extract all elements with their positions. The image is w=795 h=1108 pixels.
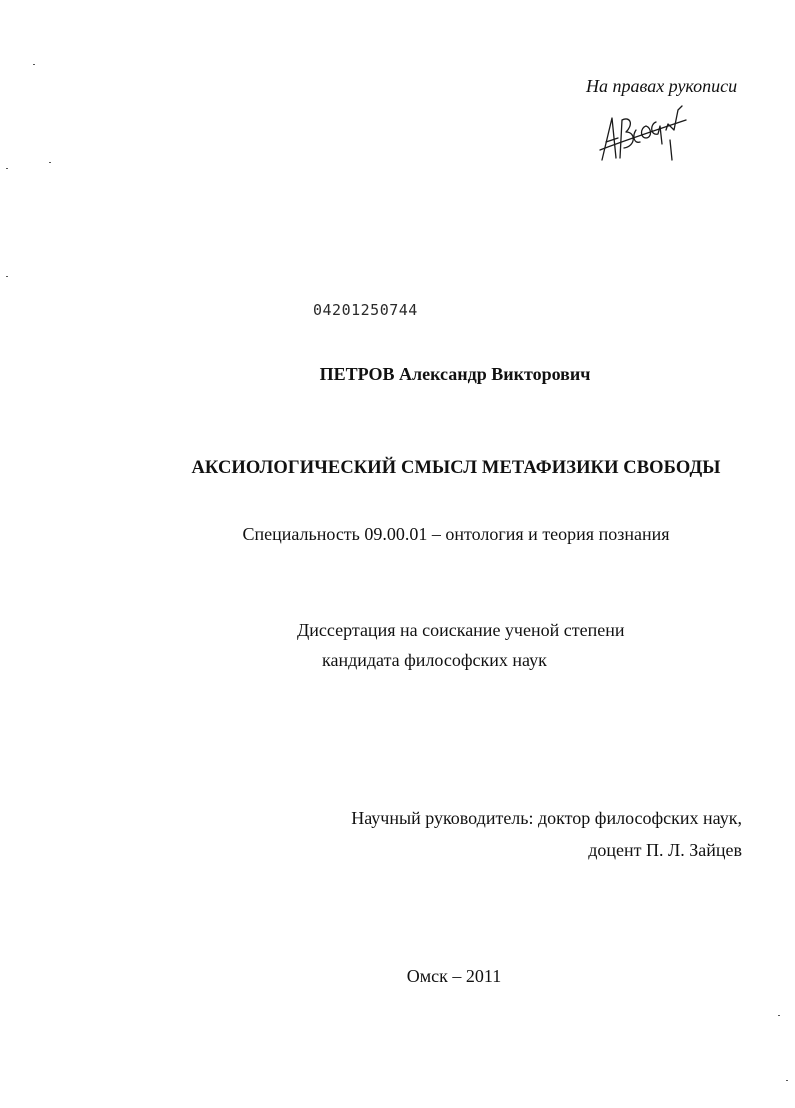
handwritten-signature	[596, 100, 692, 164]
place-year: Омск – 2011	[406, 966, 502, 986]
author-name: ПЕТРОВ Александр Викторович	[319, 364, 591, 384]
supervisor-line-1: Научный руководитель: доктор философских наук,	[351, 808, 742, 828]
degree-line-1: Диссертация на соискание ученой степени	[297, 620, 625, 640]
scan-speck	[33, 64, 35, 65]
scan-speck	[786, 1080, 788, 1081]
scan-speck	[6, 276, 8, 277]
dissertation-title: АКСИОЛОГИЧЕСКИЙ СМЫСЛ МЕТАФИЗИКИ СВОБОДЫ	[191, 458, 721, 478]
supervisor-line-2: доцент П. Л. Зайцев	[588, 840, 742, 860]
specialty-line: Специальность 09.00.01 – онтология и теория познания	[242, 524, 670, 544]
scan-speck	[6, 168, 8, 169]
stamp-number: 04201250744	[313, 301, 418, 319]
scan-speck	[49, 162, 51, 163]
manuscript-note: На правах рукописи	[586, 76, 738, 96]
degree-line-2: кандидата философских наук	[322, 650, 547, 670]
scan-speck	[778, 1015, 780, 1016]
